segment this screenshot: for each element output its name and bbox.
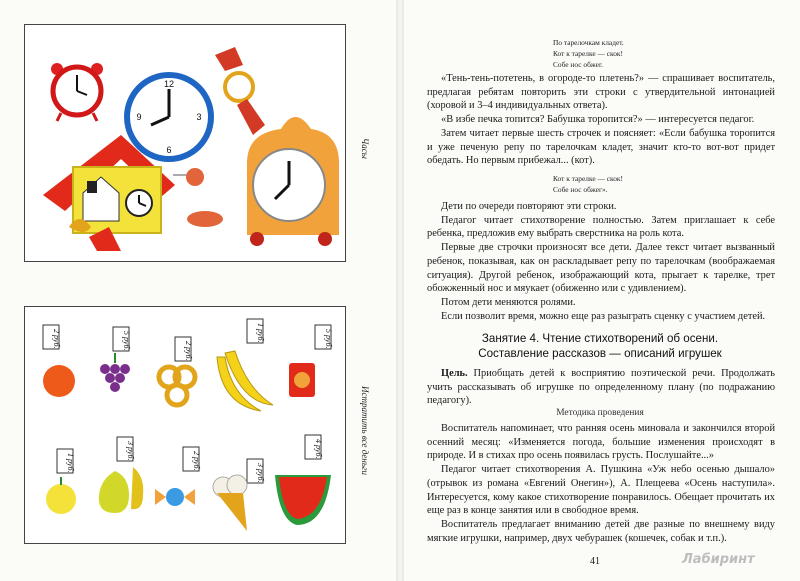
alarm-clock-icon <box>51 63 103 121</box>
price-tag <box>315 325 333 349</box>
svg-text:2 руб.: 2 руб. <box>52 329 61 349</box>
svg-text:4 руб.: 4 руб. <box>314 439 323 459</box>
svg-text:3 руб.: 3 руб. <box>126 441 135 461</box>
goal-paragraph <box>427 367 775 408</box>
paragraph: Педагог читает стихотворения А. Пушкина «Уж небо осенью дышало» (отрывок из романа «Евгений Онегин»), А. Плещеева «Осень наступила». Интересуется, кому какое стихотворение понравилось. Обещает прочитать их еще раз в конце занятия или в свободное время. <box>427 464 775 517</box>
text-block-2 <box>427 200 775 323</box>
watermark-logo: Лабиринт <box>682 552 755 567</box>
text-block-1 <box>427 72 775 168</box>
paragraph: Затем читает первые шесть строчек и поясняет: «Если бабушка торопится и уже печеную репу по тарелочкам кладет, значит кто-то вот-вот придет обедать. Но первым прибежал... (кот). <box>427 127 775 167</box>
bagels-icon <box>159 367 195 405</box>
price-tag <box>117 437 135 461</box>
verse-line: Собе нос обжег». <box>553 185 608 194</box>
book-gutter <box>396 0 404 581</box>
svg-text:5 руб.: 5 руб. <box>324 329 333 349</box>
method-heading: Методика проведения <box>556 408 644 418</box>
price-tag <box>305 435 323 459</box>
svg-text:1 руб.: 1 руб. <box>66 453 75 473</box>
svg-text:12: 12 <box>163 79 175 89</box>
ice-cream-icon <box>213 475 247 531</box>
goal-block <box>427 367 775 408</box>
text-block-3 <box>427 422 775 545</box>
svg-text:3: 3 <box>196 112 202 122</box>
svg-text:1 руб.: 1 руб. <box>256 323 265 343</box>
lesson-heading <box>430 331 770 361</box>
svg-text:3 руб.: 3 руб. <box>256 463 265 483</box>
price-tag <box>43 325 61 349</box>
caption-clocks: Часы <box>360 138 370 159</box>
verse-line: Кот к тарелке — скок! <box>553 174 623 183</box>
grapes-icon <box>100 353 130 392</box>
mantel-clock-icon <box>247 117 339 246</box>
verse-block-2 <box>553 173 623 195</box>
paragraph: Потом дети меняются ролями. <box>441 296 576 308</box>
candy-icon <box>155 488 195 506</box>
svg-text:6: 6 <box>166 145 172 155</box>
verse-line: Кот к тарелке — скок! <box>553 49 623 58</box>
price-tag <box>247 319 265 343</box>
goal-label: Цель. <box>441 368 468 379</box>
caption-spend-money: Истратить все деньги <box>360 386 370 475</box>
goal-text: Приобщать детей к восприятию поэтической речи. Продолжать учить рассказывать об игрушке по определенному плану (по подражанию педагогу). <box>427 368 775 407</box>
clocks-illustration <box>24 24 346 262</box>
lesson-heading-line: Составление рассказов — описаний игрушек <box>478 347 722 360</box>
verse-line: По тарелочкам кладет. <box>553 38 624 47</box>
svg-text:2 руб.: 2 руб. <box>192 451 201 471</box>
orange-icon <box>43 365 75 397</box>
pear-icon <box>99 467 143 513</box>
paragraph: Воспитатель напоминает, что ранняя осень миновала и закончился второй осенний месяц: «Изменяется погода, большие изменения происходят в природе. И в стихах про осень появилась грусть. Послушайте...» <box>427 423 775 462</box>
svg-text:5 руб.: 5 руб. <box>122 331 131 351</box>
paragraph: Педагог читает стихотворение полностью. Затем приглашает к себе ребенка, предложив ему выбрать сверстника на роль кота. <box>427 214 775 240</box>
paragraph: Если позволит время, можно еще раз разыграть сценку с участием детей. <box>441 310 766 322</box>
price-tag <box>175 337 193 361</box>
can-icon <box>289 363 315 397</box>
verse-line: Собе нос обжег. <box>553 60 603 69</box>
page-number: 41 <box>590 556 600 567</box>
price-tag <box>183 447 201 471</box>
price-tag <box>113 327 131 351</box>
paragraph: «Тень-тень-потетень, в огороде-то плетень?» — спрашивает воспитатель, предлагая ребятам повторить эти строки с утвердительной интонацией (хоровой и 3–4 индивидуальных ответа). <box>427 73 775 112</box>
shopping-illustration <box>24 306 346 544</box>
paragraph: Дети по очереди повторяют эти строки. <box>441 201 617 212</box>
verse-block-1 <box>553 37 624 70</box>
apple-icon <box>46 477 76 514</box>
paragraph: Первые две строчки произносят все дети. Далее текст читает вызванный ребенок, показывая, как он раскладывает репу по тарелочкам (воображаемая ситуация). Другой ребенок, изображающий кота, прыгает к тарелке, трет обожженный нос и мяукает (обиженно или с удивлением). <box>427 242 775 295</box>
wall-clock-icon <box>127 75 211 159</box>
svg-text:2 руб.: 2 руб. <box>184 341 193 361</box>
bananas-icon <box>217 351 273 411</box>
price-tag <box>57 449 75 473</box>
lesson-heading-line: Занятие 4. Чтение стихотворений об осени. <box>481 332 719 345</box>
paragraph: Воспитатель предлагает вниманию детей две разные по внешнему виду мягкие игрушки, например, двух чебурашек (кошечек, собак и т.п.). <box>427 518 775 544</box>
watermelon-icon <box>275 475 331 525</box>
paragraph: «В избе печка топится? Бабушка торопится?» — интересуется педагог. <box>441 114 755 126</box>
price-tag <box>247 459 265 483</box>
svg-text:9: 9 <box>136 112 142 122</box>
wristwatch-icon <box>215 47 265 135</box>
